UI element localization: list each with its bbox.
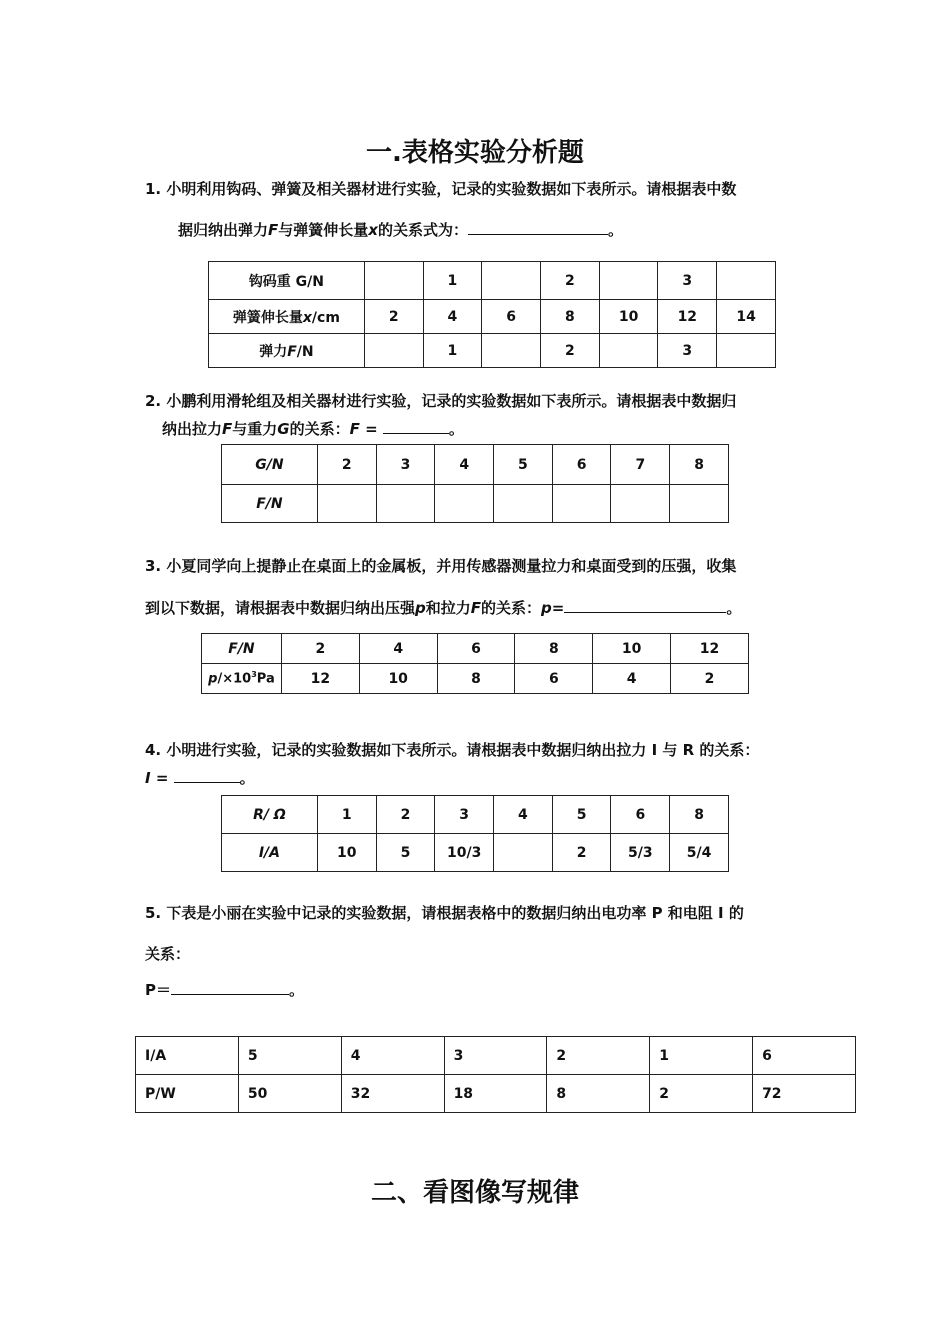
table-cell: 3 [658,262,717,300]
table-cell: 8 [437,664,515,694]
q2-answer-blank[interactable] [383,419,449,434]
table-cell: 3 [658,334,717,368]
table-cell: 10 [317,834,376,872]
section2-title: 二、看图像写规律 [370,1178,579,1208]
q1-row2-label-a: 弹簧伸长量 [232,309,303,326]
q2-line2 [162,418,464,439]
q2-text-b: 与重力 [232,420,278,438]
q3-row1-label: F/N [202,634,282,664]
q1-row2-label [209,300,365,334]
table-cell: 10 [359,664,437,694]
table-cell: 1 [317,796,376,834]
table-cell: 4 [593,664,671,694]
table-cell: 5/4 [670,834,729,872]
table-cell: 72 [753,1075,856,1113]
q2-line1: 2. 小鹏利用滑轮组及相关器材进行实验，记录的实验数据如下表所示。请根据表中数据归 [145,392,737,410]
q4-end: 。 [239,769,255,787]
table-cell [494,834,553,872]
table-row [209,300,776,334]
q1-var-x: x [368,221,378,239]
table-cell: 1 [423,334,482,368]
table-cell: 32 [341,1075,444,1113]
q5-end: 。 [289,981,305,999]
table-cell [717,334,776,368]
table-cell: 4 [359,634,437,664]
q1-row3-label-a: 弹力 [259,343,288,360]
table-cell [317,485,376,523]
q5-line3 [145,979,304,1000]
q2-text-a: 纳出拉力 [162,420,223,438]
q5-line1: 5. 下表是小丽在实验中记录的实验数据，请根据表格中的数据归纳出电功率 P 和电阻 I 的 [145,904,744,922]
table-cell: 2 [364,300,423,334]
table-cell [599,262,658,300]
q3-table [201,633,749,694]
q3-text-d: = [551,599,565,617]
table-cell: 6 [515,664,593,694]
q3-text-a: 到以下数据，请根据表中数据归纳出压强 [145,599,416,617]
table-cell: 2 [547,1037,650,1075]
q1-end: 。 [607,221,623,239]
table-cell [435,485,494,523]
table-cell: 4 [423,300,482,334]
table-cell: 12 [671,634,749,664]
table-cell: 2 [281,634,359,664]
q2-text-c: 的关系： [289,420,350,438]
q1-line1: 1. 小明利用钩码、弹簧及相关器材进行实验，记录的实验数据如下表所示。请根据表中数 [145,180,737,198]
section1-title: 一.表格实验分析题 [366,138,584,168]
q1-answer-blank[interactable] [468,220,608,235]
table-cell: 10 [599,300,658,334]
table-cell [599,334,658,368]
table-cell: 7 [611,445,670,485]
table-cell [482,262,541,300]
table-cell [670,485,729,523]
q3-row2-label-sup: 3 [251,670,257,680]
q5-line2: 关系： [145,945,191,963]
table-cell [364,262,423,300]
q3-var-p2: p [541,599,552,617]
q3-line1: 3. 小夏同学向上提静止在桌面上的金属板，并用传感器测量拉力和桌面受到的压强，收集 [145,557,737,575]
q2-row2-label: F/N [222,485,318,523]
table-cell: 14 [717,300,776,334]
table-cell: 12 [658,300,717,334]
table-cell: 5 [238,1037,341,1075]
q3-answer-blank[interactable] [564,598,726,613]
table-row [136,1037,856,1075]
q1-row3-label [209,334,365,368]
table-row [222,445,729,485]
q3-row2-label-a: /×10 [217,671,252,687]
table-cell: 2 [540,334,599,368]
q1-row1-label: 钩码重 G/N [209,262,365,300]
q1-row3-label-b: /N [296,343,314,360]
q1-line2 [178,219,623,240]
table-cell: 5 [494,445,553,485]
table-cell: 5 [376,834,435,872]
table-row [222,834,729,872]
q4-row1-label: R/ Ω [222,796,318,834]
q2-var-g: G [277,420,290,438]
table-cell [552,485,611,523]
table-cell: 8 [515,634,593,664]
q3-var-p: p [415,599,426,617]
q1-text-c: 的关系式为： [377,221,468,239]
q5-table [135,1036,856,1113]
q4-line2 [145,767,255,788]
table-cell: 2 [650,1075,753,1113]
table-cell [494,485,553,523]
table-cell: 5/3 [611,834,670,872]
table-cell: 3 [435,796,494,834]
table-cell: 8 [547,1075,650,1113]
q2-var-f: F [222,420,233,438]
table-cell: 4 [435,445,494,485]
q3-line2 [145,597,741,618]
table-row [222,796,729,834]
table-cell: 4 [494,796,553,834]
table-cell: 3 [376,445,435,485]
q2-table [221,444,729,523]
table-cell: 1 [650,1037,753,1075]
table-cell: 6 [753,1037,856,1075]
table-cell [611,485,670,523]
q1-table [208,261,776,368]
table-cell [376,485,435,523]
q1-text-b: 与弹簧伸长量 [278,221,369,239]
q2-end: 。 [448,420,464,438]
table-cell [364,334,423,368]
q4-row2-label: I/A [222,834,318,872]
table-row [202,664,749,694]
table-cell: 2 [376,796,435,834]
table-cell: 8 [540,300,599,334]
table-cell: 1 [423,262,482,300]
q4-table [221,795,729,872]
table-cell: 2 [552,834,611,872]
q1-row3-label-var: F [287,343,297,360]
table-cell: 12 [281,664,359,694]
table-cell [717,262,776,300]
q2-row1-label: G/N [222,445,318,485]
q5-row1-label: I/A [136,1037,239,1075]
table-cell: 2 [317,445,376,485]
table-row [202,634,749,664]
table-cell: 2 [671,664,749,694]
q3-var-f: F [470,599,482,617]
q5-answer-blank[interactable] [171,980,289,995]
table-cell: 18 [444,1075,547,1113]
table-cell: 3 [444,1037,547,1075]
q4-var-i: I [145,769,151,787]
table-row [209,334,776,368]
q4-text-a: = [150,769,174,787]
table-cell: 10/3 [435,834,494,872]
q3-row2-label [202,664,282,694]
table-cell: 8 [670,445,729,485]
q4-answer-blank[interactable] [174,768,240,783]
table-row [222,485,729,523]
q3-text-b: 和拉力 [425,599,471,617]
q4-line1: 4. 小明进行实验，记录的实验数据如下表所示。请根据表中数据归纳出拉力 I 与 R 的关系： [145,741,760,759]
table-cell: 50 [238,1075,341,1113]
q3-end: 。 [726,599,742,617]
q1-row2-label-b: /cm [311,309,340,326]
table-cell: 6 [611,796,670,834]
q5-text-a: P＝ [145,981,171,999]
q1-var-f: F [268,221,279,239]
q5-row2-label: P/W [136,1075,239,1113]
q3-text-c: 的关系： [481,599,542,617]
table-cell: 6 [552,445,611,485]
table-cell [482,334,541,368]
table-row [209,262,776,300]
table-cell: 4 [341,1037,444,1075]
table-cell: 10 [593,634,671,664]
table-cell: 6 [437,634,515,664]
table-cell: 8 [670,796,729,834]
q1-text-a: 据归纳出弹力 [178,221,269,239]
q3-row2-label-b: Pa [256,671,275,687]
table-cell: 5 [552,796,611,834]
q2-text-d: = [359,420,383,438]
table-row [136,1075,856,1113]
q2-var-f2: F [349,420,360,438]
table-cell: 6 [482,300,541,334]
q1-row2-label-var: x [302,309,312,326]
table-cell: 2 [540,262,599,300]
q3-row2-label-var: p [208,671,218,687]
